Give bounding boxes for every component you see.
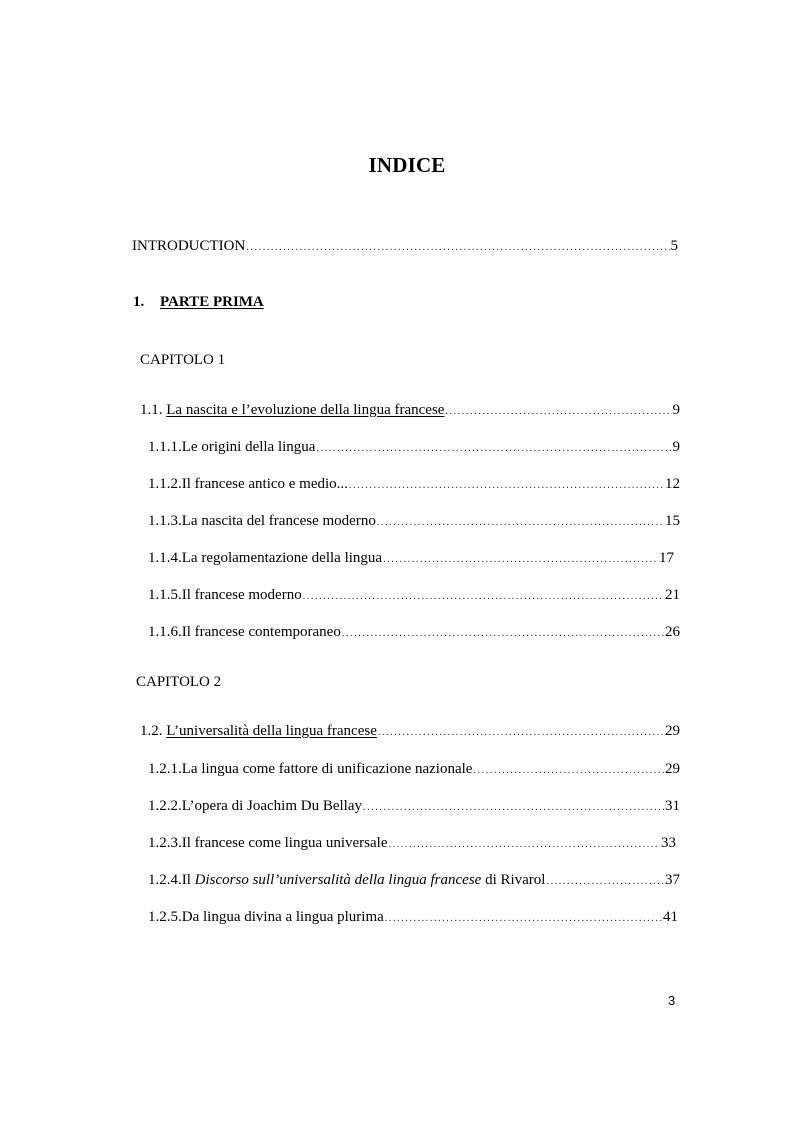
- toc-page-number: 26: [665, 624, 680, 640]
- toc-leader-dots: [473, 761, 664, 781]
- toc-page-number: 31: [665, 798, 680, 814]
- toc-entry[interactable]: [148, 833, 676, 855]
- toc-number: 1.1.4.: [148, 550, 182, 566]
- page-title: INDICE: [368, 153, 446, 177]
- toc-leader-dots: [383, 550, 658, 570]
- toc-number: 1.2.2.: [148, 798, 182, 814]
- part-heading: [133, 292, 264, 312]
- toc-label: Le origini della lingua: [181, 439, 316, 455]
- toc-label: La regolamentazione della lingua: [181, 550, 383, 566]
- toc-page-number: 41: [663, 909, 678, 925]
- toc-leader-dots: [445, 402, 671, 422]
- toc-label-italic: Discorso sull’universalità della lingua francese: [194, 872, 482, 888]
- part-label: PARTE PRIMA: [160, 294, 264, 310]
- toc-label-suffix: di Rivarol: [481, 872, 546, 888]
- toc-label: L’opera di Joachim Du Bellay: [181, 798, 362, 814]
- toc-leader-dots: [342, 624, 664, 644]
- toc-page-number: 21: [665, 587, 680, 603]
- toc-label: La lingua come fattore di unificazione nazionale: [181, 761, 473, 777]
- toc-label-prefix: Il: [181, 872, 195, 888]
- toc-page-number: 15: [665, 513, 680, 529]
- chapter-heading: CAPITOLO 2: [136, 674, 222, 690]
- toc-page-number: 37: [665, 872, 680, 888]
- toc-page-number: 12: [665, 476, 680, 492]
- toc-label: Il francese contemporaneo: [181, 624, 341, 640]
- part-number: 1.: [133, 294, 145, 310]
- toc-number: 1.1.: [140, 402, 163, 418]
- toc-entry-section[interactable]: [140, 400, 680, 422]
- toc-leader-dots: [378, 723, 664, 743]
- toc-number: 1.1.2.: [148, 476, 182, 492]
- toc-entry[interactable]: [148, 907, 678, 929]
- toc-label: L’universalità della lingua francese: [166, 723, 377, 739]
- toc-number: 1.2.5.: [148, 909, 182, 925]
- toc-entry[interactable]: [148, 511, 680, 533]
- toc-leader-dots: [546, 872, 664, 892]
- toc-label: La nascita e l’evoluzione della lingua francese: [166, 402, 445, 418]
- toc-leader-dots: [303, 587, 664, 607]
- toc-leader-dots: [389, 835, 661, 855]
- toc-leader-dots: [316, 439, 671, 459]
- toc-leader-dots: [377, 513, 664, 533]
- toc-page-number: 9: [672, 439, 680, 455]
- page-number: 3: [668, 993, 676, 1008]
- toc-number: 1.1.5.: [148, 587, 182, 603]
- toc-number: 1.2.1.: [148, 761, 182, 777]
- toc-leader-dots: [363, 798, 664, 818]
- toc-entry[interactable]: [148, 585, 680, 607]
- toc-entry[interactable]: [148, 474, 680, 496]
- toc-label: Il francese antico e medio...: [181, 476, 348, 492]
- toc-page-number: 29: [665, 723, 680, 739]
- toc-number: 1.1.6.: [148, 624, 182, 640]
- toc-label: Il francese come lingua universale: [181, 835, 388, 851]
- toc-entry[interactable]: [148, 870, 680, 892]
- toc-number: 1.1.3.: [148, 513, 182, 529]
- toc-leader-dots: [385, 909, 662, 929]
- toc-page-number: 9: [672, 402, 680, 418]
- toc-page-number: 17: [659, 550, 674, 566]
- toc-entry-section[interactable]: [140, 721, 680, 743]
- toc-entry[interactable]: [148, 548, 674, 570]
- toc-number: 1.2.3.: [148, 835, 182, 851]
- chapter-heading: CAPITOLO 1: [140, 352, 226, 368]
- toc-entry[interactable]: [148, 622, 680, 644]
- toc-entry[interactable]: [148, 759, 680, 781]
- toc-page-number: 29: [665, 761, 680, 777]
- toc-leader-dots: [246, 238, 669, 258]
- toc-leader-dots: [349, 476, 664, 496]
- toc-page-number: 5: [670, 238, 678, 254]
- toc-label: Da lingua divina a lingua plurima: [181, 909, 384, 925]
- toc-number: 1.2.4.: [148, 872, 182, 888]
- toc-entry-introduction[interactable]: [132, 236, 678, 258]
- toc-label: Il francese moderno: [181, 587, 302, 603]
- toc-entry[interactable]: [148, 796, 680, 818]
- toc-number: 1.1.1.: [148, 439, 182, 455]
- toc-number: 1.2.: [140, 723, 163, 739]
- toc-label: INTRODUCTION: [132, 238, 246, 254]
- toc-entry[interactable]: [148, 437, 680, 459]
- toc-label: La nascita del francese moderno: [181, 513, 376, 529]
- toc-page-number: 33: [661, 835, 676, 851]
